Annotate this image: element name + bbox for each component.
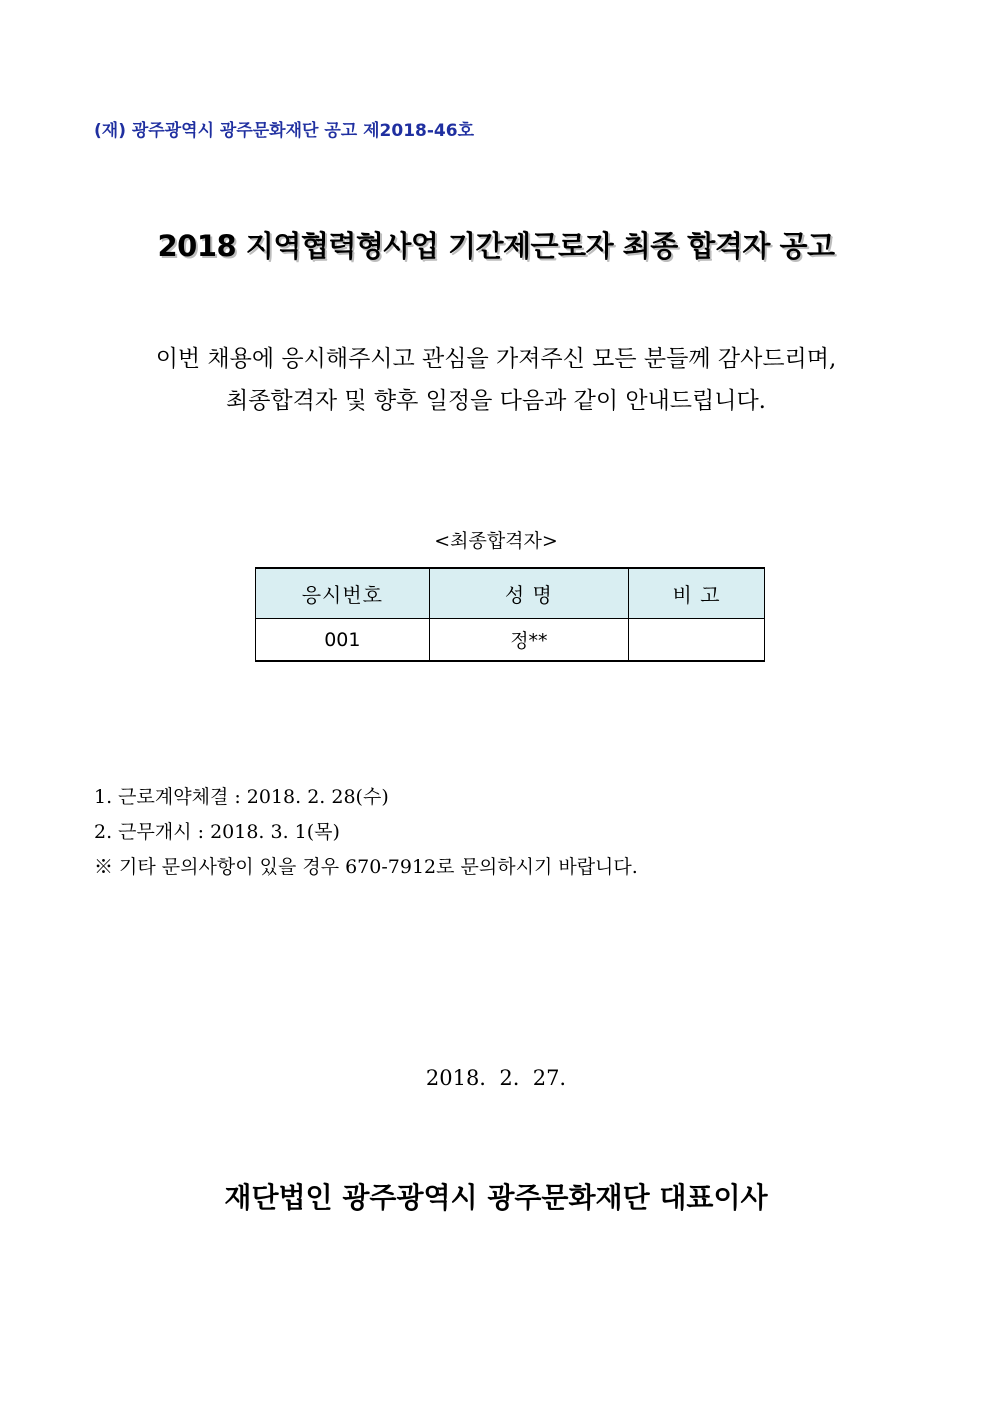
cell-applicant-number: 001 [256, 619, 430, 662]
schedule-item-contract: 1. 근로계약체결 : 2018. 2. 28(수) [94, 786, 389, 808]
intro-line-1: 이번 채용에 응시해주시고 관심을 가져주신 모든 분들께 감사드리며, [155, 346, 837, 372]
table-header-row [256, 568, 765, 619]
cell-name: 정** [429, 619, 628, 662]
table-caption: <최종합격자> [434, 530, 558, 552]
schedule-item-start: 2. 근무개시 : 2018. 3. 1(목) [94, 821, 340, 843]
notice-number: (재) 광주광역시 광주문화재단 공고 제2018-46호 [94, 121, 474, 141]
intro-line-2: 최종합격자 및 향후 일정을 다음과 같이 안내드립니다. [226, 388, 766, 414]
header-applicant-number: 응시번호 [256, 568, 430, 619]
issuer-signature: 재단법인 광주광역시 광주문화재단 대표이사 [224, 1181, 768, 1214]
header-name: 성 명 [429, 568, 628, 619]
header-remarks: 비 고 [629, 568, 765, 619]
schedule-list [94, 780, 638, 885]
final-results-table [255, 567, 765, 662]
schedule-note-contact: ※ 기타 문의사항이 있을 경우 670-7912로 문의하시기 바랍니다. [94, 856, 638, 878]
document-title: 2018 지역협력형사업 기간제근로자 최종 합격자 공고 [157, 229, 835, 263]
intro-paragraph [0, 338, 992, 422]
table-row [256, 619, 765, 662]
document-date: 2018. 2. 27. [425, 1066, 567, 1090]
cell-remarks [629, 619, 765, 662]
